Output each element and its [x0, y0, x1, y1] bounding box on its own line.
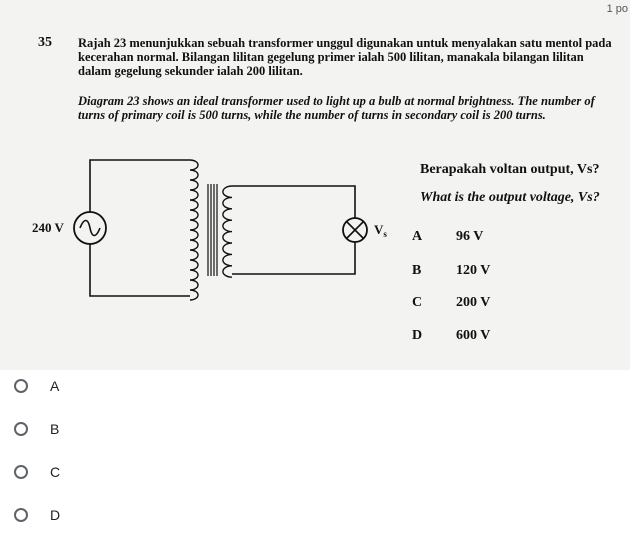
iron-core: [208, 184, 217, 276]
option-value: 200 V: [456, 295, 491, 310]
option-letter: D: [412, 328, 423, 343]
choice-label: A: [50, 378, 60, 394]
option-value: 120 V: [456, 263, 491, 278]
radio-button[interactable]: [14, 379, 28, 393]
question-text-english: Diagram 23 shows an ideal transformer used to light up a bulb at normal brightness. The number of turns of primary coil is 500 turns, while the number of turns in secondary coil is 200 turns.: [78, 94, 595, 122]
option-value: 96 V: [456, 229, 484, 244]
choice-b[interactable]: [12, 417, 212, 441]
question-ask-malay: Berapakah voltan output, Vs?: [420, 162, 600, 177]
choice-a[interactable]: [12, 374, 212, 398]
output-voltage-label: $V_s$: [374, 222, 387, 239]
points-label: 1 po: [606, 3, 628, 15]
option-letter: A: [412, 229, 423, 244]
choice-c[interactable]: [12, 460, 212, 484]
question-number: 35: [38, 35, 52, 50]
primary-coil: [190, 160, 198, 300]
option-letter: C: [412, 295, 423, 310]
choice-label: C: [50, 464, 61, 480]
radio-button[interactable]: [14, 422, 28, 436]
transformer-diagram: [0, 150, 400, 310]
question-ask-english: What is the output voltage, Vs?: [420, 190, 600, 205]
ac-source-icon: [74, 212, 106, 244]
secondary-coil: [223, 186, 232, 277]
option-value: 600 V: [456, 328, 491, 343]
bulb-icon: [343, 218, 367, 242]
question-text-malay: Rajah 23 menunjukkan sebuah transformer unggul digunakan untuk menyalakan satu mentol pada kecerahan normal. Bilangan lilitan gegelung primer ialah 500 lilitan, manakala bilangan lilitan dalam gegelung sekunder ialah 200 lilitan.: [78, 36, 612, 78]
option-letter: B: [412, 263, 422, 278]
choice-label: D: [50, 507, 61, 523]
source-voltage-label: 240 V: [32, 220, 64, 235]
radio-button[interactable]: [14, 508, 28, 522]
choice-d[interactable]: [12, 503, 212, 527]
radio-button[interactable]: [14, 465, 28, 479]
choice-label: B: [50, 421, 60, 437]
